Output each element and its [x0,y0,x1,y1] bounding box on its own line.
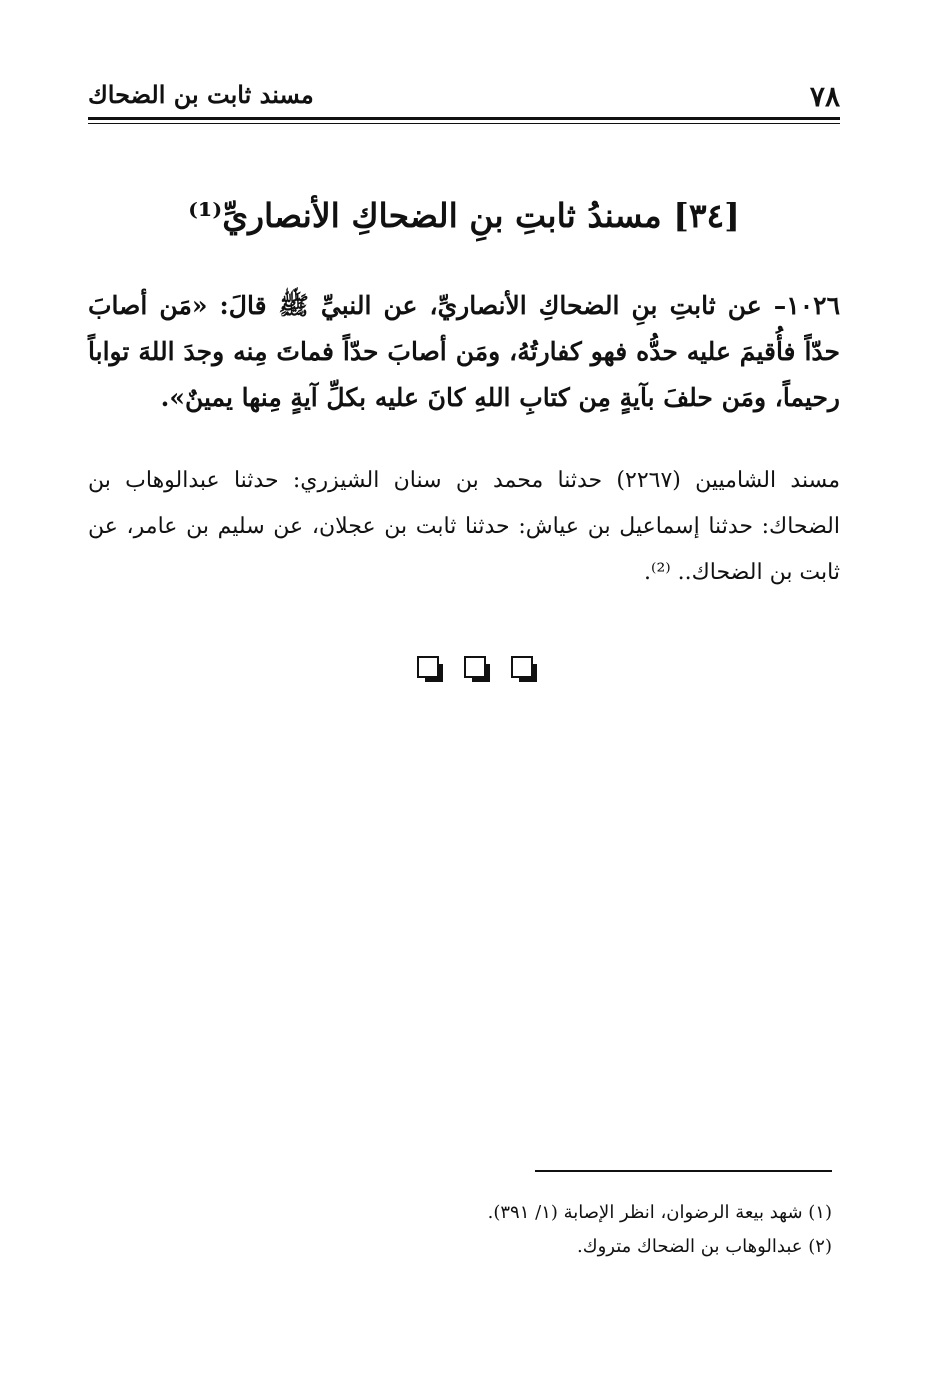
section-title: [٣٤] مسندُ ثابتِ بنِ الضحاكِ الأنصاريِّ⁽¹⁾ [188,196,740,235]
running-title: مسند ثابت بن الضحاك [88,80,314,109]
hadith-text: ١٠٢٦– عن ثابتِ بنِ الضحاكِ الأنصاريِّ، عن النبيِّ ﷺ قالَ: «مَن أصابَ حدّاً فأُقيمَ عليه حدُّه فهو كفارتُهُ، ومَن أصابَ حدّاً فماتَ مِنه وجدَ اللهَ تواباً رحيماً، ومَن حلفَ بآيةٍ مِن كتابِ اللهِ كانَ عليه بكلِّ آيةٍ مِنها يمينٌ». [88,291,840,412]
isnad-text: مسند الشاميين (٢٢٦٧) حدثنا محمد بن سنان الشيزري: حدثنا عبدالوهاب بن الضحاك: حدثنا إسماعيل بن عياش: حدثنا ثابت بن عجلان، عن سليم بن عامر، عن ثابت بن الضحاك.. ⁽²⁾. [88,468,840,585]
footnote-rule [535,1170,832,1172]
running-header [88,80,840,120]
footnote-2: (٢) عبدالوهاب بن الضحاك متروك. [577,1236,832,1257]
footnotes [300,1196,832,1264]
section-end-ornaments [0,656,950,682]
header-rule-thin [88,123,840,124]
square-ornament-icon [511,656,533,678]
square-ornament-icon [464,656,486,678]
footnote-1: (١) شهد بيعة الرضوان، انظر الإصابة (١/ ٣٩١). [487,1202,832,1223]
header-rule-thick [88,117,840,120]
square-ornament-icon [417,656,439,678]
page-number: ٧٨ [809,80,840,113]
